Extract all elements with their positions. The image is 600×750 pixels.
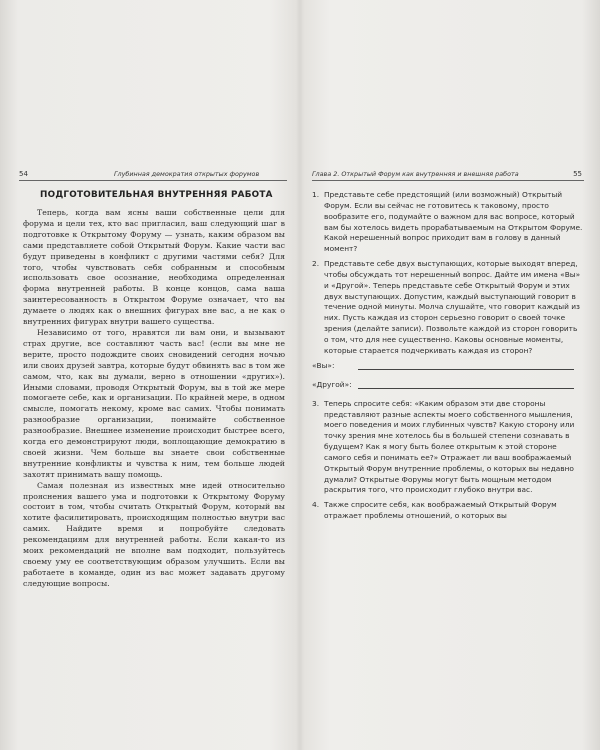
list-item-number: 3. <box>312 398 320 408</box>
list-item-text: Представьте себе двух выступающих, которые выходят вперед, чтобы обсуждать тот нерешенный вопрос. Дайте им имена «Вы» и «Другой». Теперь представьте себе Открытый Форум и этих двух выступающих. Допустим, каждый выступающий говорит в течение одной минуты. Молча слушайте, что говорит каждый из них. Пусть каждая из сторон серьезно говорит о своей точке зрения (делайте записи). Позвольте каждой из сторон говорить о том, что для нее существенно. Каковы основные моменты, которые старается подчеркивать каждая из сторон? <box>324 259 581 355</box>
list-item-number: 1. <box>312 190 320 199</box>
fill-in-label: «Вы»: <box>312 360 335 370</box>
paragraph: Теперь, когда вам ясны ваши собственные цели для форума и цели тех, кто вас пригласил, ваш следующий шаг в подготовке к Открытому Форуму — узнать, каким образом вы сами представляете собой Открытый Форум. Какие части вас будут приведены в конфликт с другими частями себя? Для того, чтобы чувствовать себя собранным и способным использовать свое осознание, необходима определенная форма внутренней работы. В конце концов, сама ваша заинтересованность в Открытом Форуме означает, что вы думаете о людях как о внешних фигурах вне вас, а не как о внутренних фигурах внутри вашего существа. <box>23 208 285 327</box>
list-item-number: 2. <box>312 259 320 269</box>
list-item-text: Представьте себе предстоящий (или возможный) Открытый Форум. Если вы сейчас не готовитесь к таковому, просто вообразите его, подумайте о важном для вас вопросе, который вам бы хотелось видеть прорабатываемым на Открытом Форуме. Какой нерешенный вопрос приходит вам в голову в данный момент? <box>324 190 583 254</box>
section-heading: ПОДГОТОВИТЕЛЬНАЯ ВНУТРЕННЯЯ РАБОТА <box>40 190 273 200</box>
right-header-rule <box>312 180 584 181</box>
list-item <box>312 190 584 255</box>
fill-in-underline <box>358 369 574 370</box>
list-item-number: 4. <box>312 500 320 510</box>
right-page-number: 55 <box>573 170 582 178</box>
list-item <box>312 399 584 497</box>
fill-in-label: «Другой»: <box>312 379 352 389</box>
list-item <box>312 500 584 522</box>
list-item <box>312 259 584 357</box>
right-page <box>300 0 600 750</box>
list-item-text: Также спросите себя, как воображаемый Открытый Форум отражает проблемы отношений, о которых вы <box>324 500 557 521</box>
left-page-number: 54 <box>19 170 28 178</box>
paragraph: Самая полезная из известных мне идей относительно прояснения вашего ума и подготовки к Открытому Форуму состоит в том, чтобы считать Открытый Форум, который вы хотите фасилитировать, происходящим полностью внутри вас самих. Найдите время и попробуйте следовать рекомендациям для внутренней работы. Если какая-то из моих рекомендаций не вполне вам подходит, пользуйтесь своему уму ее соответствующим образом улучшить. Если вы работаете в команде, один из вас может задавать другому следующие вопросы. <box>23 480 285 588</box>
fill-in-line-you <box>312 361 584 372</box>
right-body-text <box>312 190 584 526</box>
left-header-rule <box>19 180 287 181</box>
fill-in-line-other <box>312 380 584 391</box>
paragraph: Независимо от того, нравятся ли вам они, и вызывают страх другие, все составляют часть вас! (если вы мне не верите, просто подождите своих сновидений сегодня ночью или своих друзей завтра, которые будут обвинять вас в том же самом, что, как вы думали, верно в отношении «других»). Иными словами, проводя Открытый Форум, вы в той же мере помогаете себе, как и организации. По крайней мере, в одном смысле, помогать некому, кроме вас самих. Чтобы понимать разнообразие организации, понимайте собственное разнообразие. Внешнее изменение происходит быстрее всего, когда его демонстрируют люди, воплощающие демократию в своей жизни. Чем больше вы знаете свои собственные внутренние конфликты и чувства к ним, тем больше людей захотят принимать вашу помощь. <box>23 327 285 479</box>
left-body-text <box>23 208 285 590</box>
right-running-title: Глава 2. Открытый Форум как внутренняя и внешняя работа <box>312 170 519 178</box>
list-item-text: Теперь спросите себя: «Каким образом эти две стороны представляют разные аспекты моего собственного мышления, моего поведения и моих глубинных чувств? Какую сторону или точку зрения мне хотелось бы в большей степени сознавать в будущем? Как я могу быть более открытым к этой стороне самого себя и понимать ее?» Отражает ли ваш воображаемый Открытый Форум внутренние проблемы, о которых вы недавно думали? Открытые Форумы могут быть мощным методом раскрытия того, что происходит глубоко внутри вас. <box>324 398 575 495</box>
left-running-title: Глубинная демократия открытых форумов <box>114 170 260 178</box>
fill-in-underline <box>358 388 574 389</box>
